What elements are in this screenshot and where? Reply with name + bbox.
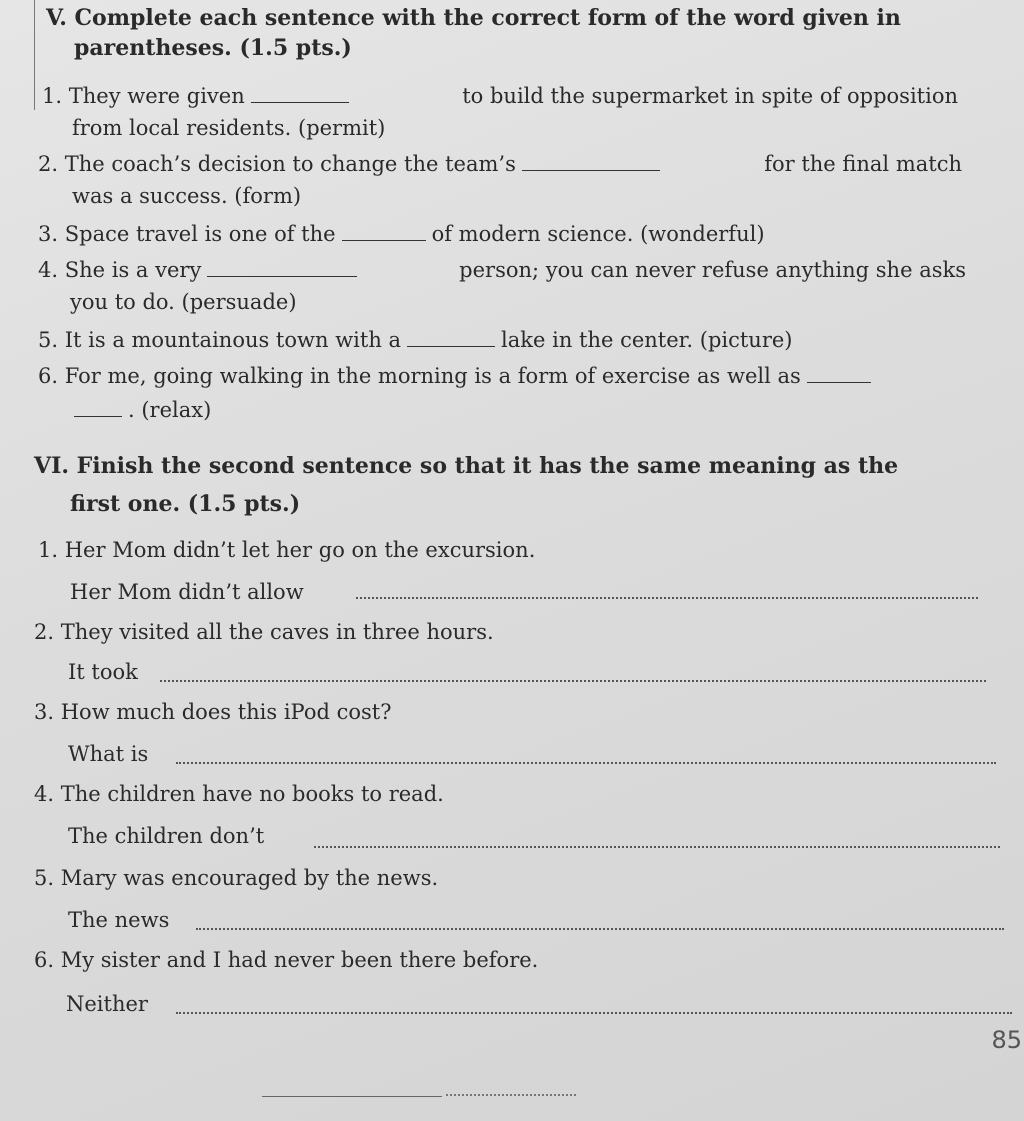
page-number: 85	[991, 1026, 1022, 1054]
s5-item-1	[42, 82, 958, 110]
answer-line[interactable]	[356, 597, 978, 599]
answer-blank[interactable]	[251, 84, 349, 103]
answer-blank[interactable]	[807, 364, 871, 383]
answer-line[interactable]	[160, 680, 986, 682]
item-text-after-blank: of modern science. (wonderful)	[431, 222, 765, 246]
s6-item-3-start: What is	[68, 742, 149, 766]
answer-line[interactable]	[176, 1012, 1012, 1014]
section-5-heading-line-1: V. Complete each sentence with the correct form of the word given in	[46, 5, 901, 31]
item-text: She is a very	[64, 258, 202, 282]
item-number: 6.	[38, 364, 59, 388]
item-number: 2.	[38, 152, 59, 176]
item-number: 4.	[34, 782, 55, 806]
item-text: Space travel is one of the	[64, 222, 336, 246]
item-text-after-blank: person; you can never refuse anything she asks	[459, 258, 966, 282]
s5-item-3	[38, 220, 765, 248]
s5-item-5	[38, 326, 793, 354]
item-text: They were given	[68, 84, 245, 108]
item-number: 3.	[34, 700, 55, 724]
s6-item-4-sentence	[34, 780, 444, 808]
answer-blank[interactable]	[74, 398, 122, 417]
answer-line[interactable]	[176, 762, 996, 764]
answer-line[interactable]	[314, 846, 1000, 848]
item-number: 4.	[38, 258, 59, 282]
s5-item-4-line-2: you to do. (persuade)	[70, 290, 297, 314]
s5-item-6	[38, 362, 877, 390]
item-text: The coach’s decision to change the team’s	[64, 152, 516, 176]
s6-item-2-start: It took	[68, 660, 138, 684]
answer-blank[interactable]	[522, 152, 660, 171]
margin-line	[34, 0, 35, 110]
item-text: For me, going walking in the morning is a form of exercise as well as	[64, 364, 801, 388]
s6-item-1-start: Her Mom didn’t allow	[70, 580, 304, 604]
s6-item-5-sentence	[34, 864, 438, 892]
item-text-after-blank: lake in the center. (picture)	[501, 328, 793, 352]
item-number: 2.	[34, 620, 55, 644]
item-text-after-blank: to build the supermarket in spite of opposition	[462, 84, 958, 108]
s5-item-4	[38, 256, 966, 284]
answer-blank[interactable]	[407, 328, 495, 347]
bottom-mark	[262, 1096, 442, 1097]
item-text: The children have no books to read.	[60, 782, 444, 806]
s5-item-2	[38, 150, 962, 178]
s5-item-2-line-2: was a success. (form)	[72, 184, 302, 208]
item-text-after-blank: . (relax)	[128, 398, 212, 422]
item-number: 6.	[34, 948, 55, 972]
s6-item-2-sentence	[34, 618, 494, 646]
item-text: Mary was encouraged by the news.	[60, 866, 439, 890]
answer-line[interactable]	[196, 928, 1004, 930]
s6-item-5-start: The news	[68, 908, 170, 932]
section-6-heading-line-2: first one. (1.5 pts.)	[70, 491, 301, 517]
item-text: It is a mountainous town with a	[64, 328, 402, 352]
item-number: 1.	[38, 538, 59, 562]
item-text: They visited all the caves in three hours.	[60, 620, 494, 644]
s6-item-3-sentence	[34, 698, 391, 726]
s6-item-6-sentence	[34, 946, 538, 974]
item-text: How much does this iPod cost?	[60, 700, 392, 724]
item-text-after-blank: for the final match	[764, 152, 962, 176]
section-5-heading-line-2: parentheses. (1.5 pts.)	[74, 35, 352, 61]
s5-item-1-line-2: from local residents. (permit)	[72, 116, 386, 140]
s6-item-1-sentence	[38, 536, 535, 564]
item-number: 5.	[38, 328, 59, 352]
s6-item-4-start: The children don’t	[68, 824, 265, 848]
item-number: 5.	[34, 866, 55, 890]
item-text: My sister and I had never been there before.	[60, 948, 539, 972]
item-number: 3.	[38, 222, 59, 246]
bottom-dotted-mark	[446, 1094, 576, 1096]
answer-blank[interactable]	[342, 222, 426, 241]
item-text: Her Mom didn’t let her go on the excursion.	[64, 538, 536, 562]
answer-blank[interactable]	[207, 258, 357, 277]
s5-item-6-line-2	[74, 396, 211, 424]
item-number: 1.	[42, 84, 63, 108]
s6-item-6-start: Neither	[66, 992, 148, 1016]
section-6-heading-line-1: VI. Finish the second sentence so that it has the same meaning as the	[34, 453, 899, 479]
